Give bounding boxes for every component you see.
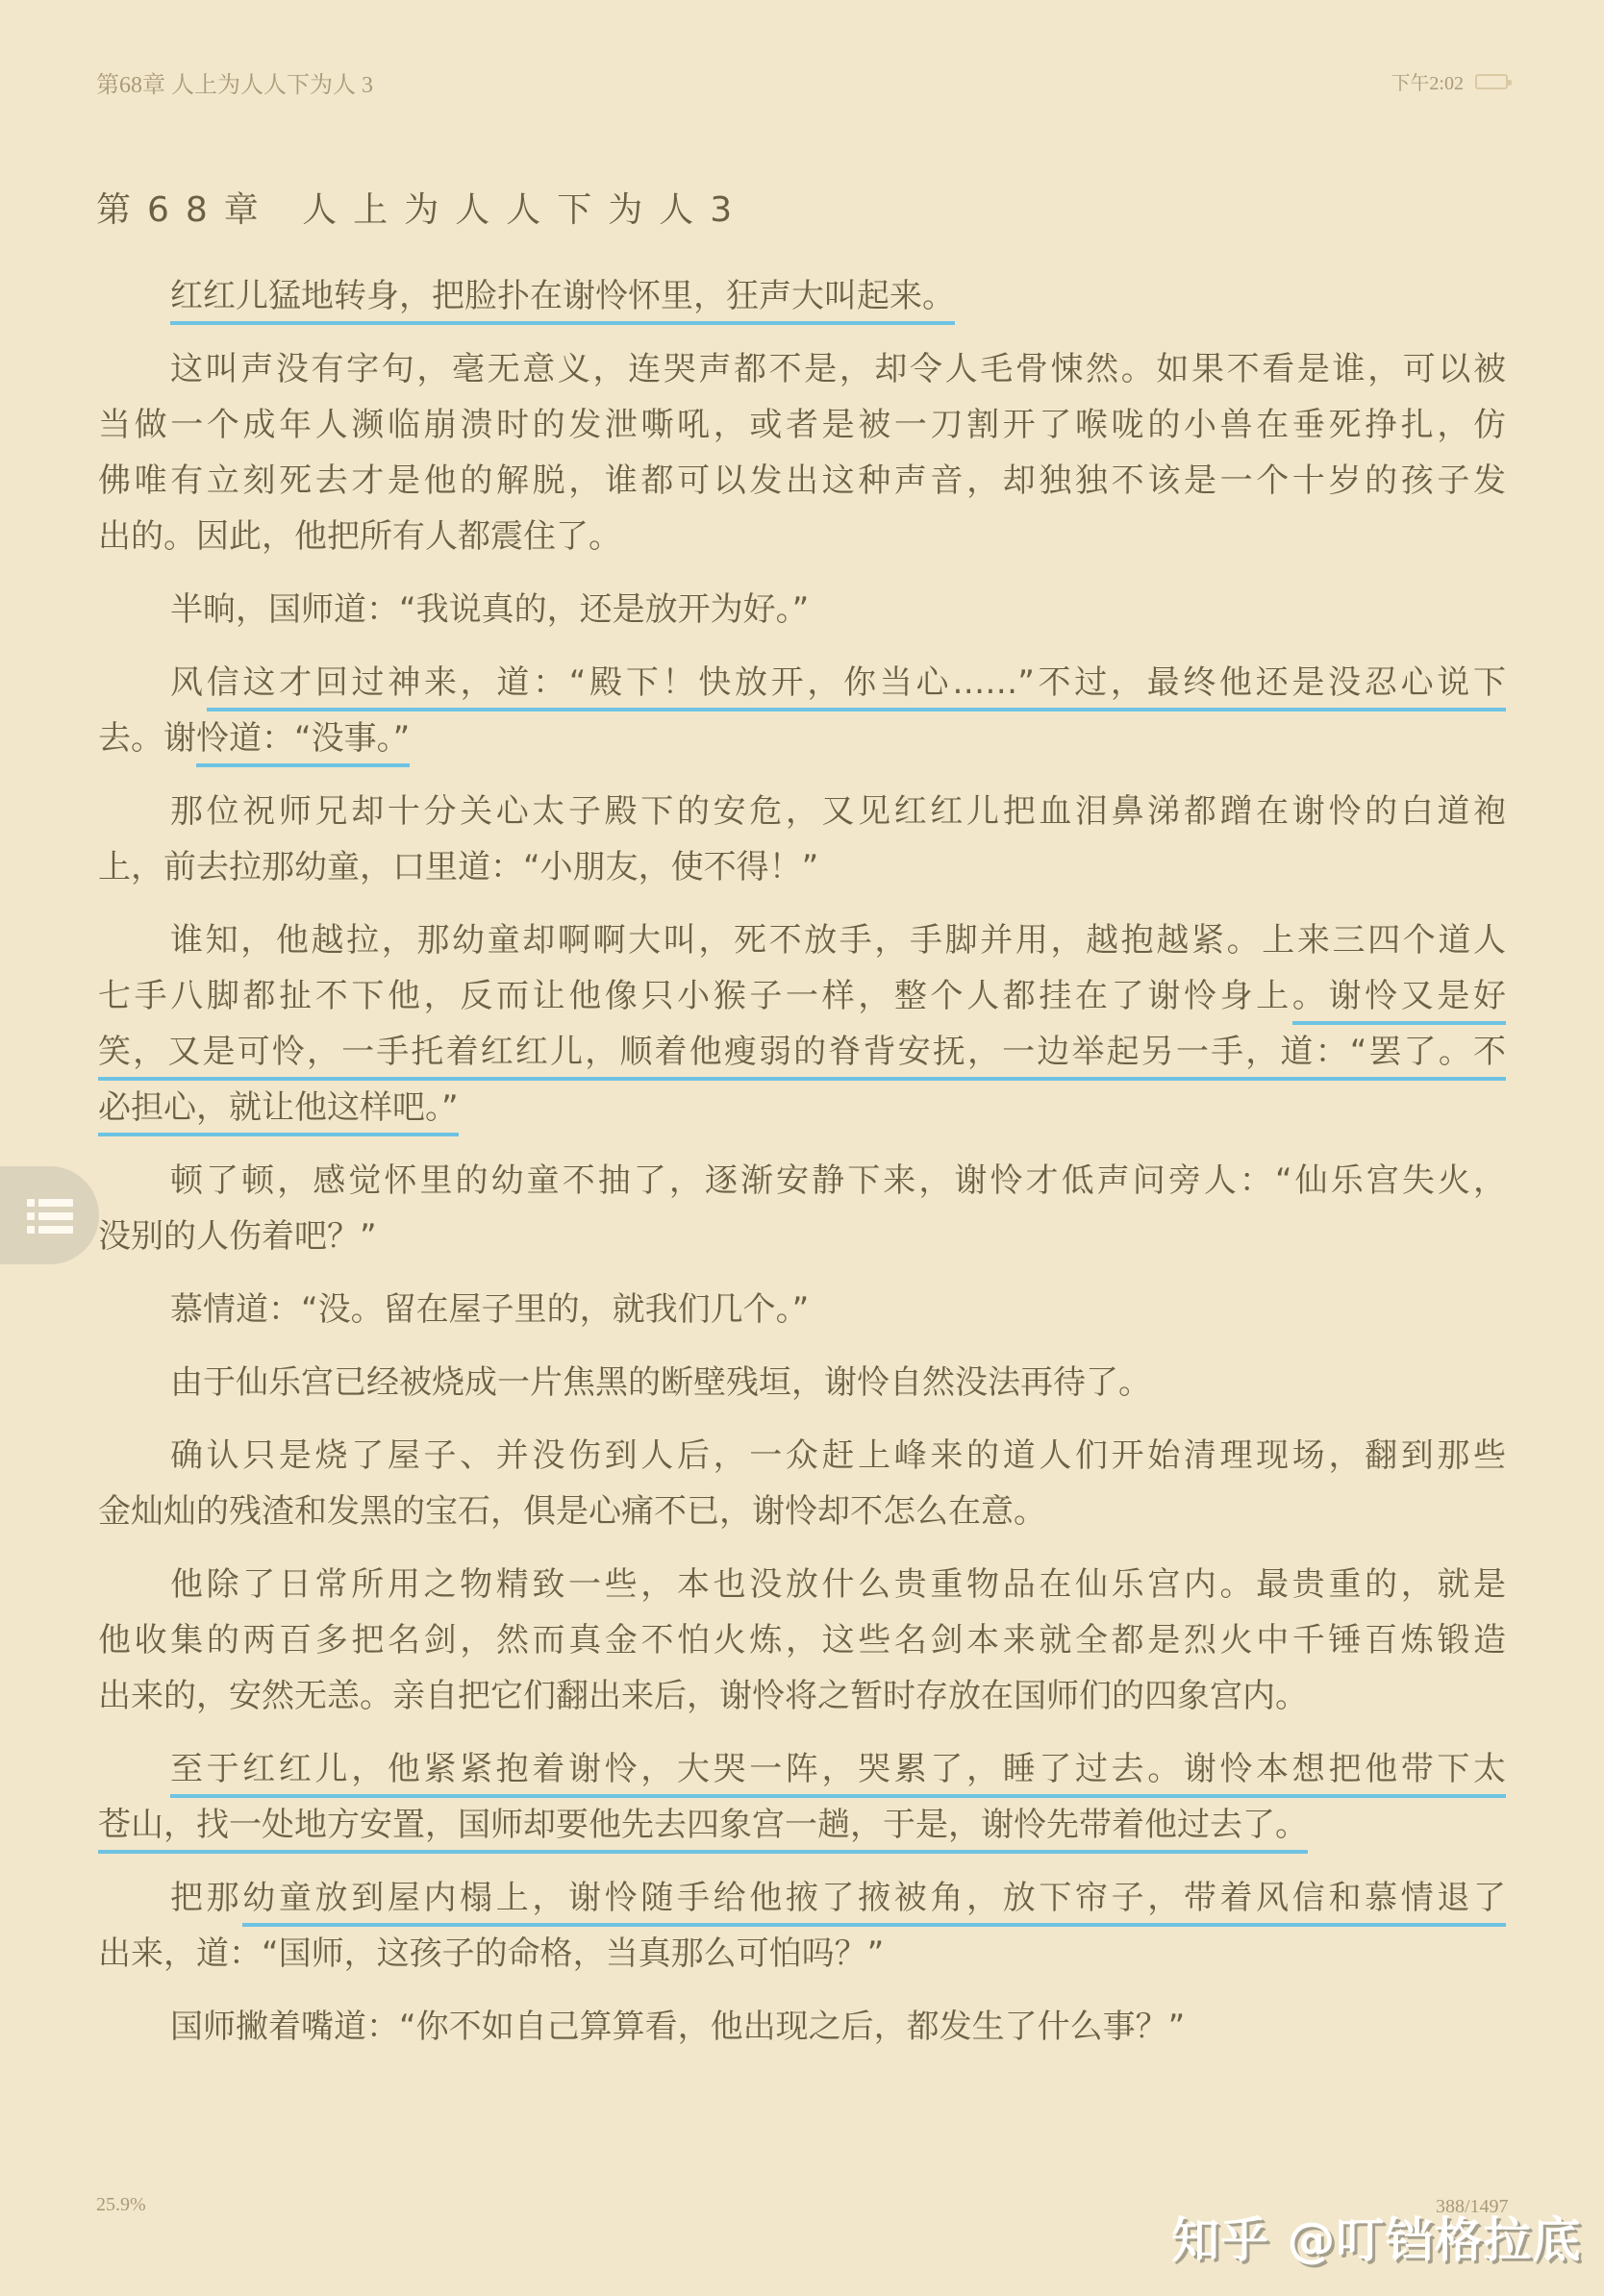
text-segment: 去。谢 <box>98 719 196 758</box>
text-line <box>98 1288 1506 1331</box>
battery-icon <box>1475 74 1508 89</box>
highlight-underline[interactable]: 苍山，找一处地方安置，国师却要他先去四象宫一趟，于是，谢怜先带着他过去了。 <box>98 1806 1308 1854</box>
text-line <box>98 1563 1506 1606</box>
highlight-underline[interactable]: 怜道：“没事。” <box>196 719 410 767</box>
clock-time: 下午2:02 <box>1391 73 1464 94</box>
text-segment: 没别的人伤着吧？” <box>98 1217 377 1256</box>
text-segment: 上，前去拉那幼童，口里道：“小朋友，使不得！” <box>98 848 819 886</box>
text-line <box>98 1215 1506 1258</box>
text-line <box>98 975 1506 1017</box>
highlight-underline[interactable]: 至于红红儿，他紧紧抱着谢怜，大哭一阵，哭累了，睡了过去。谢怜本想把他带下太 <box>170 1750 1506 1798</box>
highlight-underline[interactable]: 幼童放到屋内榻上，谢怜随手给他掖了掖被角，放下帘子，带着风信和慕情退了 <box>242 1879 1506 1927</box>
text-line <box>98 1675 1506 1717</box>
text-line <box>98 1490 1506 1533</box>
text-line <box>98 790 1506 833</box>
highlight-underline[interactable]: 。谢怜又是好 <box>1292 977 1506 1025</box>
text-line <box>98 1031 1506 1073</box>
text-segment: 半晌，国师道：“我说真的，还是放开为好。” <box>170 590 810 629</box>
text-segment: 金灿灿的残渣和发黑的宝石，俱是心痛不已，谢怜却不怎么在意。 <box>98 1492 1046 1531</box>
text-segment: 谁知，他越拉，那幼童却啊啊大叫，死不放手，手脚并用，越抱越紧。上来三四个道人 <box>170 921 1506 960</box>
reader-header-chapter-title: 第68章 人上为人人下为人 3 <box>96 73 373 98</box>
text-line <box>98 919 1506 961</box>
text-segment: 国师撇着嘴道：“你不如自己算算看，他出现之后，都发生了什么事？” <box>170 2008 1186 2046</box>
text-segment: 慕情道：“没。留在屋子里的，就我们几个。” <box>170 1290 810 1329</box>
status-area <box>1391 67 1508 95</box>
text-line <box>98 661 1506 704</box>
text-line <box>98 588 1506 631</box>
text-segment: 佛唯有立刻死去才是他的解脱，谁都可以发出这种声音，却独独不该是一个十岁的孩子发 <box>98 462 1506 500</box>
text-line <box>98 348 1506 390</box>
text-segment: 出来的，安然无恙。亲自把它们翻出来后，谢怜将之暂时存放在国师们的四象宫内。 <box>98 1677 1308 1715</box>
text-segment: 这叫声没有字句，毫无意义，连哭声都不是，却令人毛骨悚然。如果不看是谁，可以被 <box>170 350 1506 388</box>
text-line <box>98 2006 1506 2048</box>
highlight-underline[interactable]: 必担心，就让他这样吧。” <box>98 1088 459 1136</box>
highlight-underline[interactable]: 红红儿猛地转身，把脸扑在谢怜怀里，狂声大叫起来。 <box>170 277 955 325</box>
text-segment: 由于仙乐宫已经被烧成一片焦黑的断壁残垣，谢怜自然没法再待了。 <box>170 1363 1151 1402</box>
text-segment: 他收集的两百多把名剑，然而真金不怕火炼，这些名剑本来就全都是烈火中千锤百炼锻造 <box>98 1621 1506 1660</box>
text-segment: 他除了日常所用之物精致一些，本也没放什么贵重物品在仙乐宫内。最贵重的，就是 <box>170 1565 1506 1604</box>
text-line <box>98 717 1506 760</box>
text-line <box>98 1160 1506 1202</box>
text-line <box>98 404 1506 446</box>
highlight-underline[interactable]: 笑，又是可怜，一手托着红红儿，顺着他瘦弱的脊背安抚，一边举起另一手，道：“罢了。不 <box>98 1033 1506 1081</box>
text-line <box>98 1086 1506 1129</box>
text-segment: 出来，道：“国师，这孩子的命格，当真那么可怕吗？” <box>98 1934 885 1973</box>
zhihu-watermark: 知乎 @叮铛格拉底 <box>1171 2212 1582 2268</box>
text-segment: 当做一个成年人濒临崩溃时的发泄嘶吼，或者是被一刀割开了喉咙的小兽在垂死挣扎，仿 <box>98 406 1506 444</box>
text-segment: 确认只是烧了屋子、并没伤到人后，一众赶上峰来的道人们开始清理现场，翻到那些 <box>170 1436 1506 1475</box>
reading-progress: 25.9% <box>96 2194 146 2215</box>
highlight-underline[interactable]: 信这才回过神来，道：“殿下！快放开，你当心……”不过，最终他还是没忍心说下 <box>207 663 1506 711</box>
list-menu-icon <box>27 1199 73 1234</box>
text-line <box>98 460 1506 502</box>
text-line <box>98 515 1506 558</box>
text-line <box>98 1804 1506 1846</box>
text-line <box>98 1435 1506 1477</box>
text-segment: 出的。因此，他把所有人都震住了。 <box>98 517 621 556</box>
chapter-heading: 第68章 人上为人人下为人3 <box>96 190 749 230</box>
text-line <box>98 1619 1506 1661</box>
text-segment: 风 <box>170 663 207 702</box>
page-number: 388/1497 <box>1436 2196 1509 2217</box>
text-line <box>98 275 1506 317</box>
text-segment: 顿了顿，感觉怀里的幼童不抽了，逐渐安静下来，谢怜才低声问旁人：“仙乐宫失火， <box>170 1161 1506 1200</box>
text-line <box>98 846 1506 888</box>
text-segment: 那位祝师兄却十分关心太子殿下的安危，又见红红儿把血泪鼻涕都蹭在谢怜的白道袍 <box>170 792 1506 831</box>
text-line <box>98 1748 1506 1790</box>
text-line <box>98 1361 1506 1404</box>
text-segment: 七手八脚都扯不下他，反而让他像只小猴子一样，整个人都挂在了谢怜身上 <box>98 977 1292 1015</box>
side-menu-button[interactable] <box>0 1166 99 1264</box>
text-line <box>98 1933 1506 1975</box>
text-line <box>98 1877 1506 1919</box>
text-segment: 把那 <box>170 1879 243 1917</box>
